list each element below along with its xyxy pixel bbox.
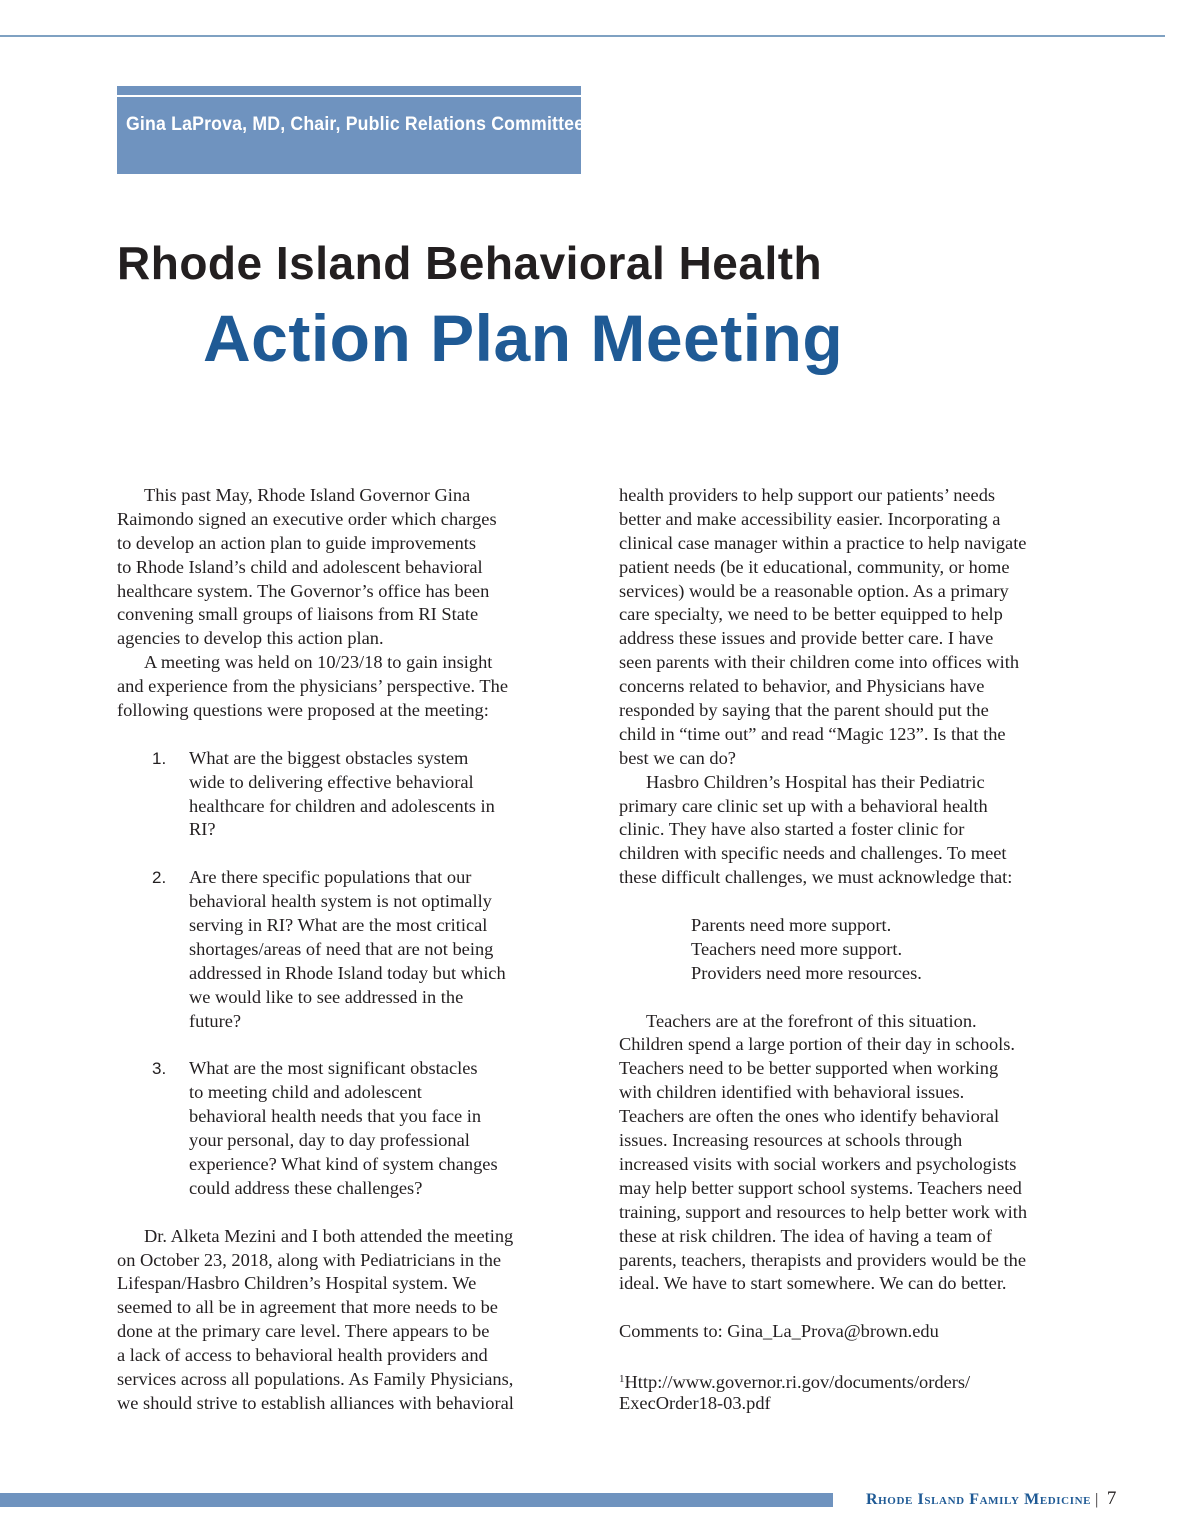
footer-separator: | (1095, 1491, 1099, 1508)
text-line: healthcare system. The Governor’s office has been (117, 580, 490, 601)
text-line: serving in RI? What are the most critical (189, 915, 488, 936)
text-line: 2. Are there specific populations that our (117, 866, 587, 890)
question-item-3 (117, 1057, 587, 1200)
text-line: agencies to develop this action plan. (117, 628, 384, 649)
paragraph-teachers (619, 1010, 1109, 1297)
text-line: Lifespan/Hasbro Children’s Hospital system. We (117, 1273, 477, 1294)
text-line: wide to delivering effective behavioral (189, 771, 474, 792)
author-byline: Gina LaProva, MD, Chair, Public Relations Committee (126, 114, 585, 135)
text-line: responded by saying that the parent should put the (619, 700, 989, 721)
text-line: Raimondo signed an executive order which charges (117, 508, 497, 529)
text-line: This past May, Rhode Island Governor Gina (144, 485, 471, 505)
text-line: and experience from the physicians’ perspective. The (117, 676, 508, 697)
list-item: Parents need more support. (691, 915, 892, 936)
text-line: to Rhode Island’s child and adolescent behavioral (117, 556, 483, 577)
text-line: healthcare for children and adolescents in (189, 795, 495, 816)
byline-banner (117, 86, 585, 174)
footnote (619, 1368, 1109, 1416)
needs-list (619, 914, 1109, 986)
text-line: training, support and resources to help better work with (619, 1201, 1028, 1222)
text-line: seemed to all be in agreement that more needs to be (117, 1297, 498, 1318)
paragraph-hasbro (619, 771, 1109, 890)
list-number: 2. (152, 868, 167, 888)
text-line: we should strive to establish alliances with behavioral (117, 1392, 514, 1413)
footnote-marker: 1 (619, 1372, 625, 1385)
text-line: 1. What are the biggest obstacles system (117, 747, 587, 771)
text-line: Dr. Alketa Mezini and I both attended the meeting (144, 1225, 514, 1246)
text-line: convening small groups of liaisons from RI State (117, 604, 479, 625)
text-line: to develop an action plan to guide improvements (117, 532, 477, 553)
text-line: Children spend a large portion of their day in schools. (619, 1034, 1016, 1055)
text-line: may help better support school systems. Teachers need (619, 1177, 1022, 1198)
text-line: health providers to help support our patients’ needs (619, 485, 996, 505)
list-number: 1. (152, 748, 167, 768)
top-rule (0, 35, 1165, 37)
text-line: clinic. They have also started a foster clinic for (619, 819, 965, 840)
text-line: with children identified with behavioral issues. (619, 1082, 965, 1103)
text-line: better and make accessibility easier. Incorporating a (619, 508, 1001, 529)
paragraph-meeting (117, 651, 587, 723)
list-item: Teachers need more support. (691, 938, 903, 959)
text-line (619, 1368, 1109, 1392)
text-line: these difficult challenges, we must acknowledge that: (619, 867, 1013, 888)
text-line: clinical case manager within a practice to help navigate (619, 532, 1027, 553)
page-footer (866, 1488, 1117, 1510)
text-line: Hasbro Children’s Hospital has their Pediatric (646, 771, 985, 792)
text-line: services) would be a reasonable option. As a primary (619, 580, 1009, 601)
text-line: your personal, day to day professional (189, 1130, 470, 1151)
question-list (117, 747, 587, 1201)
text-line: Teachers are often the ones who identify behavioral (619, 1106, 1000, 1127)
text-line: shortages/areas of need that are not being (189, 938, 494, 959)
text-line: best we can do? (619, 747, 736, 768)
text-line: Teachers are at the forefront of this situation. (646, 1010, 977, 1031)
question-item-2 (117, 866, 587, 1033)
text-line: we would like to see addressed in the (189, 986, 464, 1007)
text-line: seen parents with their children come into offices with (619, 652, 1020, 673)
text-line: done at the primary care level. There appears to be (117, 1321, 490, 1342)
text-line: Teachers need to be better supported when working (619, 1058, 999, 1079)
paragraph-intro (117, 484, 587, 651)
text-line: concerns related to behavior, and Physicians have (619, 676, 985, 697)
text-line: 3. What are the most significant obstacles (117, 1057, 587, 1081)
text-line: addressed in Rhode Island today but which (189, 962, 506, 983)
footnote-url-part1: Http://www.governor.ri.gov/documents/orders/ (624, 1371, 971, 1392)
left-column (117, 484, 587, 1416)
text-line: care specialty, we need to be better equipped to help (619, 604, 1003, 625)
text-line: could address these challenges? (189, 1177, 423, 1198)
publication-name: Rhode Island Family Medicine (866, 1491, 1092, 1508)
text-line: increased visits with social workers and psychologists (619, 1153, 1017, 1174)
footer-bar (0, 1493, 833, 1507)
list-number: 3. (152, 1059, 167, 1079)
text-line: these at risk children. The idea of having a team of (619, 1225, 992, 1246)
text-line: a lack of access to behavioral health providers and (117, 1345, 488, 1366)
text-line: to meeting child and adolescent (189, 1082, 422, 1103)
footnote-url-part2: ExecOrder18-03.pdf (619, 1392, 771, 1413)
byline-banner-rule (117, 95, 581, 97)
text-line: child in “time out” and read “Magic 123”. Is that the (619, 723, 1006, 744)
question-item-1 (117, 747, 587, 843)
right-column (619, 484, 1109, 1416)
text-line: services across all populations. As Family Physicians, (117, 1368, 514, 1389)
text-line: primary care clinic set up with a behavioral health (619, 795, 988, 816)
article-title-line2: Action Plan Meeting (203, 301, 844, 375)
text-line: following questions were proposed at the meeting: (117, 700, 489, 721)
text-line: issues. Increasing resources at schools through (619, 1130, 963, 1151)
text-line: experience? What kind of system changes (189, 1153, 498, 1174)
comments-contact: Comments to: Gina_La_Prova@brown.edu (619, 1321, 939, 1342)
text-line: on October 23, 2018, along with Pediatricians in the (117, 1249, 502, 1270)
list-item: Providers need more resources. (691, 962, 922, 983)
paragraph-continued (619, 484, 1109, 771)
text-line: behavioral health system is not optimally (189, 891, 492, 912)
text-line: patient needs (be it educational, community, or home (619, 556, 1010, 577)
page-number: 7 (1106, 1488, 1118, 1509)
text-line: children with specific needs and challenges. To meet (619, 843, 1007, 864)
text-line: RI? (189, 819, 216, 840)
text-line: address these issues and provide better care. I have (619, 628, 994, 649)
text-line: parents, teachers, therapists and providers would be the (619, 1249, 1027, 1270)
text-line: A meeting was held on 10/23/18 to gain insight (144, 652, 493, 673)
article-title-line1: Rhode Island Behavioral Health (117, 237, 823, 289)
text-line: behavioral health needs that you face in (189, 1106, 482, 1127)
text-line: future? (189, 1010, 242, 1031)
paragraph-attendance (117, 1225, 587, 1416)
text-line: ideal. We have to start somewhere. We can do better. (619, 1273, 1007, 1294)
